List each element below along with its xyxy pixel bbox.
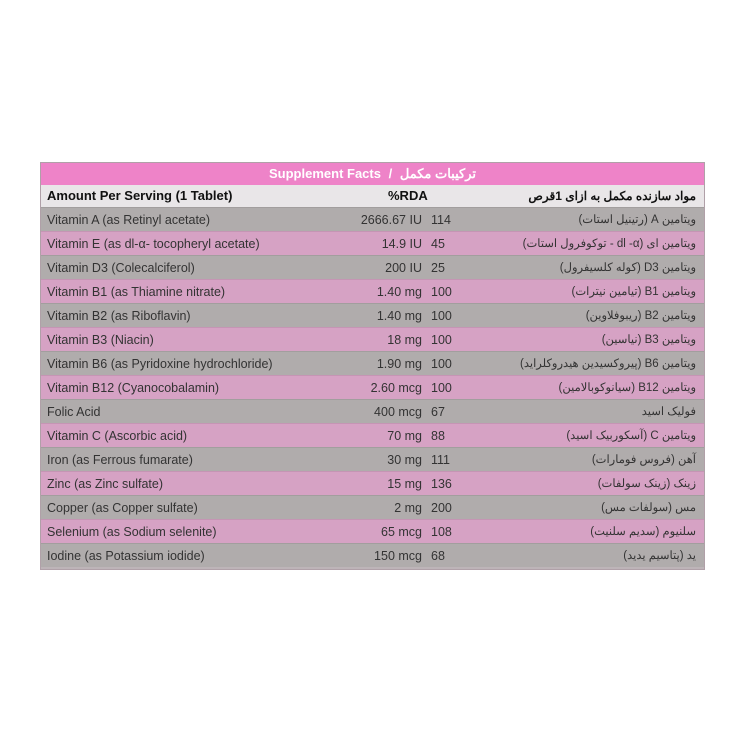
table-row	[41, 375, 704, 399]
nutrient-name-fa: سلنیوم (سدیم سلنیت)	[590, 526, 696, 538]
nutrient-name-fa: ویتامین B6 (پیروکسیدین هیدروکلراید)	[520, 358, 696, 370]
nutrient-name: Folic Acid	[47, 405, 101, 419]
header-fa: مواد سازنده مکمل به ازای 1قرص	[528, 189, 696, 203]
header-row	[41, 185, 704, 207]
nutrient-amount: 2 mg	[394, 501, 422, 515]
table-row	[41, 279, 704, 303]
nutrient-rda: 111	[431, 453, 451, 467]
nutrient-amount: 1.90 mg	[376, 357, 422, 371]
table-row	[41, 447, 704, 471]
nutrient-amount: 70 mg	[387, 429, 422, 443]
nutrient-amount: 15 mg	[387, 477, 422, 491]
nutrient-name: Vitamin A (as Retinyl acetate)	[47, 213, 211, 227]
table-row	[41, 255, 704, 279]
table-row	[41, 351, 704, 375]
nutrient-name-fa: ویتامین B1 (تیامین نیترات)	[571, 286, 696, 298]
table-row	[41, 303, 704, 327]
nutrient-rda: 114	[431, 213, 451, 227]
nutrient-rda: 88	[431, 429, 445, 443]
title-en: Supplement Facts	[269, 166, 381, 181]
nutrient-amount: 2.60 mcg	[370, 381, 422, 395]
nutrient-name-fa: ویتامین B3 (نیاسین)	[601, 334, 696, 346]
title-fa: ترکیبات مکمل	[399, 166, 476, 181]
nutrient-rda: 45	[431, 237, 445, 251]
nutrient-rda: 100	[431, 285, 452, 299]
nutrient-rda: 100	[431, 357, 452, 371]
nutrient-name: Iron (as Ferrous fumarate)	[47, 453, 193, 467]
nutrient-amount: 150 mcg	[374, 549, 422, 563]
nutrient-rda: 100	[431, 333, 452, 347]
title-bar	[41, 163, 704, 185]
supplement-facts-panel	[40, 162, 705, 570]
nutrient-amount: 200 IU	[385, 261, 422, 275]
nutrient-name: Iodine (as Potassium iodide)	[47, 549, 205, 563]
nutrient-name-fa: ویتامین B2 (ریبوفلاوین)	[585, 310, 696, 322]
nutrient-name: Vitamin E (as dl-α- tocopheryl acetate)	[47, 237, 260, 251]
facts-table	[41, 207, 704, 567]
table-row	[41, 543, 704, 567]
nutrient-amount: 400 mcg	[374, 405, 422, 419]
nutrient-name-fa: آهن (فروس فومارات)	[591, 454, 696, 466]
nutrient-name-fa: ید (پتاسیم یدید)	[623, 550, 696, 562]
table-row	[41, 471, 704, 495]
nutrient-name: Vitamin B2 (as Riboflavin)	[47, 309, 191, 323]
nutrient-name-fa: زینک (زینک سولفات)	[597, 478, 696, 490]
nutrient-amount: 30 mg	[387, 453, 422, 467]
nutrient-name: Vitamin B3 (Niacin)	[47, 333, 154, 347]
nutrient-rda: 200	[431, 501, 452, 515]
nutrient-name: Vitamin C (Ascorbic acid)	[47, 429, 188, 443]
nutrient-rda: 108	[431, 525, 452, 539]
table-row	[41, 423, 704, 447]
nutrient-name-fa: فولیک اسید	[641, 406, 696, 418]
nutrient-amount: 18 mg	[387, 333, 422, 347]
table-row	[41, 495, 704, 519]
nutrient-amount: 1.40 mg	[376, 309, 422, 323]
nutrient-name: Zinc (as Zinc sulfate)	[47, 477, 164, 491]
title-separator: /	[388, 166, 393, 181]
nutrient-name-fa: مس (سولفات مس)	[601, 502, 696, 514]
nutrient-name: Selenium (as Sodium selenite)	[47, 525, 217, 539]
table-row	[41, 231, 704, 255]
table-row	[41, 207, 704, 231]
nutrient-name: Vitamin B12 (Cyanocobalamin)	[47, 381, 220, 395]
table-row	[41, 399, 704, 423]
nutrient-rda: 136	[431, 477, 452, 491]
nutrient-name-fa: ویتامین ای (dl -α - توکوفرول استات)	[522, 238, 696, 250]
header-rda: %RDA	[388, 188, 428, 203]
nutrient-name: Vitamin B6 (as Pyridoxine hydrochloride)	[47, 357, 273, 371]
nutrient-name-fa: ویتامین A (رتینیل استات)	[578, 214, 696, 226]
nutrient-name: Copper (as Copper sulfate)	[47, 501, 198, 515]
nutrient-rda: 25	[431, 261, 445, 275]
nutrient-name-fa: ویتامین B12 (سیانوکوبالامین)	[558, 382, 696, 394]
nutrient-name: Vitamin D3 (Colecalciferol)	[47, 261, 195, 275]
nutrient-rda: 100	[431, 381, 452, 395]
nutrient-rda: 68	[431, 549, 445, 563]
nutrient-name: Vitamin B1 (as Thiamine nitrate)	[47, 285, 226, 299]
nutrient-name-fa: ویتامین C (آسکوربیک اسید)	[566, 430, 696, 442]
nutrient-amount: 14.9 IU	[381, 237, 422, 251]
nutrient-name-fa: ویتامین D3 (کوله کلسیفرول)	[559, 262, 696, 274]
table-row	[41, 519, 704, 543]
table-row	[41, 327, 704, 351]
header-amount: Amount Per Serving (1 Tablet)	[47, 188, 233, 203]
nutrient-rda: 67	[431, 405, 445, 419]
nutrient-amount: 65 mcg	[381, 525, 422, 539]
nutrient-amount: 2666.67 IU	[360, 213, 422, 227]
nutrient-amount: 1.40 mg	[376, 285, 422, 299]
nutrient-rda: 100	[431, 309, 452, 323]
